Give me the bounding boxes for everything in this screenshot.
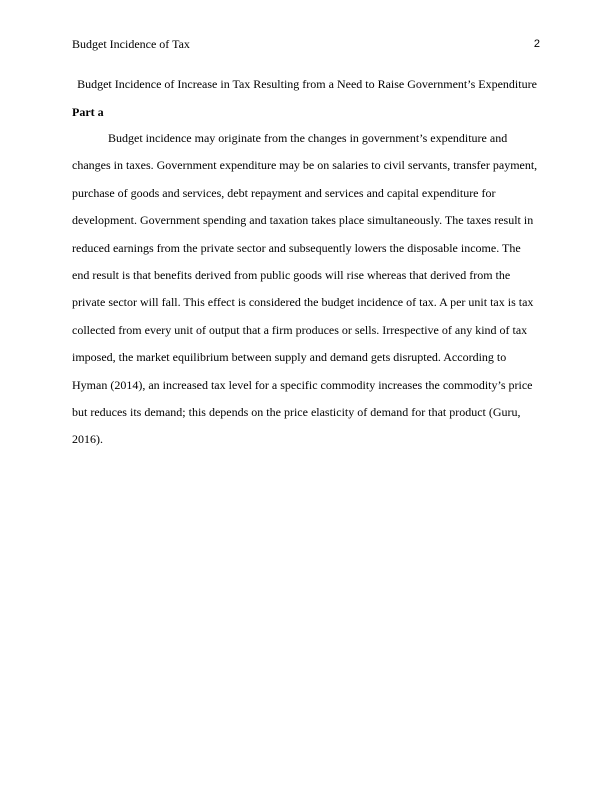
paragraph-line: end result is that benefits derived from public goods will rise whereas that derived from the [72, 267, 511, 282]
paragraph-line: Budget incidence may originate from the changes in government’s expenditure and [108, 131, 508, 145]
paragraph-line: development. Government spending and taxation takes place simultaneously. The taxes result in [72, 213, 534, 228]
paragraph-line: Hyman (2014), an increased tax level for a specific commodity increases the commodity’s price [72, 377, 533, 392]
page-number: 2 [533, 38, 540, 50]
paragraph-line: but reduces its demand; this depends on the price elasticity of demand for that product (Guru, [72, 404, 521, 419]
paragraph-line: collected from every unit of output that a firm produces or sells. Irrespective of any kind of tax [72, 322, 528, 337]
paragraph-line: 2016). [72, 432, 103, 447]
document-title: Budget Incidence of Increase in Tax Resulting from a Need to Raise Government’s Expenditure [77, 77, 537, 91]
paragraph-line: changes in taxes. Government expenditure may be on salaries to civil servants, transfer payment, [72, 158, 538, 173]
paragraph-line: imposed, the market equilibrium between supply and demand gets disrupted. According to [72, 350, 507, 365]
paragraph-line: purchase of goods and services, debt repayment and services and capital expenditure for [72, 185, 496, 200]
running-head: Budget Incidence of Tax [72, 37, 190, 51]
section-heading: Part a [72, 105, 104, 119]
paragraph-line: reduced earnings from the private sector and subsequently lowers the disposable income. The [72, 240, 521, 255]
body-paragraph [72, 128, 540, 457]
paragraph-line: private sector will fall. This effect is considered the budget incidence of tax. A per unit tax is tax [72, 295, 534, 310]
